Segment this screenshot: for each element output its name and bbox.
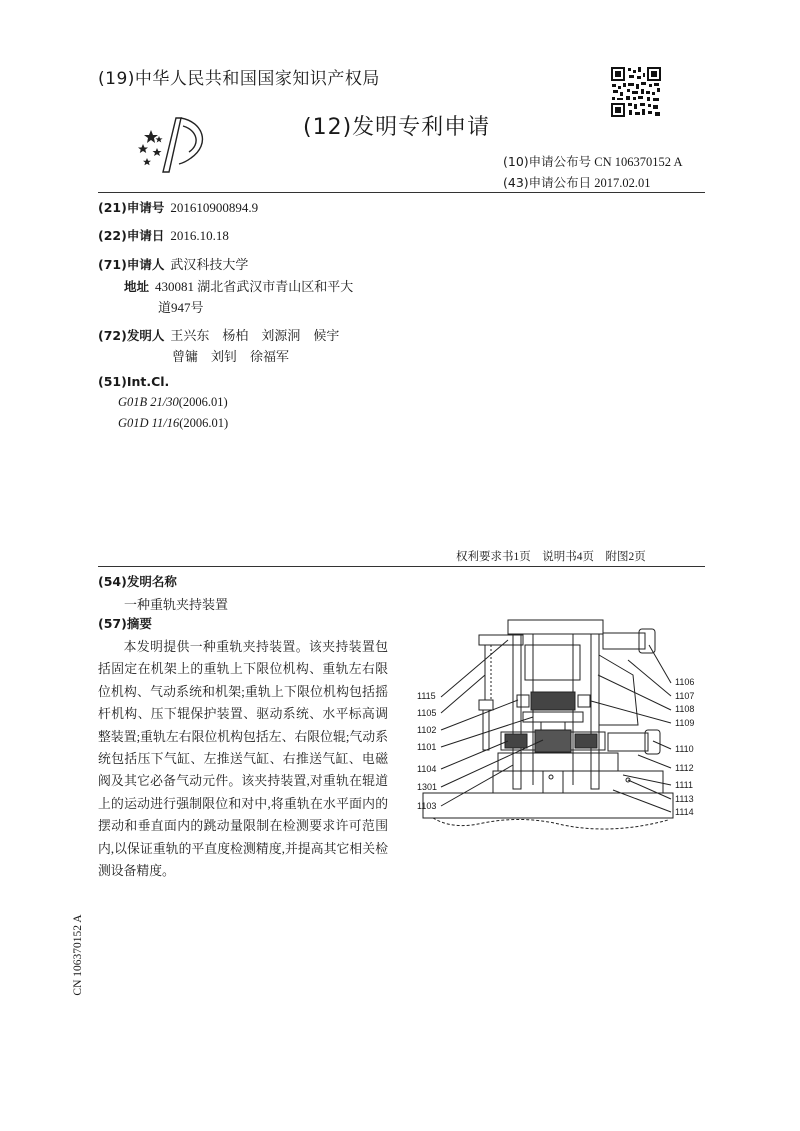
ipc-version: (2006.01) [179, 416, 229, 430]
publication-date-line [503, 173, 651, 191]
applicant-value: 武汉科技大学 [170, 257, 249, 272]
title-label [98, 572, 177, 590]
address-line-2-text: 道947号 [158, 300, 204, 315]
application-number-value: 201610900894.9 [170, 200, 259, 215]
publication-number-label: (10)申请公布号 [503, 154, 592, 169]
drawing-label: 1107 [675, 691, 695, 701]
abstract-label [98, 614, 152, 632]
drawing-upper-roll [531, 692, 575, 710]
ipc-entry [118, 395, 228, 410]
cnipa-logo [133, 108, 217, 178]
int-cl-label: (51)Int.Cl. [98, 374, 170, 389]
drawing-label: 1101 [417, 742, 437, 752]
inventors-line-2-text: 曾镛 刘钊 徐福军 [172, 349, 290, 364]
drawing-label: 1114 [675, 807, 694, 817]
inventors-label: (72)发明人 [98, 328, 165, 343]
inventors-line-1: 王兴东 杨柏 刘源泂 候宇 [170, 328, 340, 343]
drawing-right-column [591, 634, 599, 789]
abstract-text: 本发明提供一种重轨夹持装置。该夹持装置包括固定在机架上的重轨上下限位机构、重轨左右限位机构、气动系统和机架;重轨上下限位机构包括摇杆机构、压下辊保护装置、驱动系统、水平标高调整装置;重轨左右限位机构包括左、右限位辊;气动系统包括压下气缸、左推送气缸、右推送气缸、电磁阀及其它必备气动元件。该夹持装置,对重轨在辊道上的运动进行强制限位和对中,将重轨在水平面内的摆动和垂直面内的跳动量限制在检测要求许可范围内,以保证重轨的平直度检测精度,并提高其它相关检测设备精度。 [98, 640, 388, 879]
office-name: (19)中华人民共和国国家知识产权局 [98, 69, 380, 89]
drawing-label: 1102 [417, 725, 437, 735]
inventors-line-2 [172, 346, 289, 365]
qr-code [610, 66, 662, 118]
address-line-2 [158, 297, 204, 316]
title-label-text: (54)发明名称 [98, 574, 177, 589]
drawing-lower-motor [608, 733, 648, 751]
side-publication-number [68, 905, 88, 1005]
drawing-label: 1103 [417, 801, 437, 811]
inventors [98, 325, 339, 344]
drawing-label: 1113 [675, 794, 694, 804]
application-date [98, 226, 229, 244]
drawing-label: 1108 [675, 704, 695, 714]
application-date-value: 2016.10.18 [170, 228, 229, 243]
publication-number: CN 106370152 A [594, 155, 683, 169]
drawing-label: 1301 [417, 782, 438, 792]
publication-number-line [503, 152, 683, 170]
drawing-label: 1115 [417, 691, 436, 701]
application-number-label: (21)申请号 [98, 200, 165, 215]
drawing-top-beam [508, 620, 603, 634]
abstract-drawing [413, 615, 713, 845]
application-date-label: (22)申请日 [98, 228, 165, 243]
drawing-label: 1111 [675, 780, 694, 790]
address-label: 地址 [124, 279, 150, 294]
invention-title [124, 594, 228, 613]
invention-title-text: 一种重轨夹持装置 [124, 597, 229, 612]
document-type: (12)发明专利申请 [303, 115, 491, 140]
drawing-label: 1109 [675, 718, 695, 728]
ipc-entry [118, 416, 228, 431]
header-rule [98, 192, 705, 193]
publication-date: 2017.02.01 [594, 176, 651, 190]
application-number [98, 198, 258, 216]
ipc-version: (2006.01) [178, 395, 228, 409]
applicant-label: (71)申请人 [98, 257, 165, 272]
ipc-code: G01B 21/30 [118, 395, 179, 409]
drawing-left-roll [505, 734, 527, 748]
abstract-label-text: (57)摘要 [98, 616, 152, 631]
address-line-1: 430081 湖北省武汉市青山区和平大 [155, 279, 354, 294]
drawing-label: 1106 [675, 677, 695, 687]
drawing-label: 1104 [417, 764, 437, 774]
drawing-right-roll [575, 734, 597, 748]
publication-date-label: (43)申请公布日 [503, 175, 592, 190]
drawing-left-column [513, 634, 521, 789]
ipc-code: G01D 11/16 [118, 416, 180, 430]
int-cl [98, 374, 169, 389]
applicant [98, 254, 248, 273]
side-publication-number-text: CN 106370152 A [72, 914, 84, 996]
address [124, 276, 353, 295]
drawing-label: 1112 [675, 763, 694, 773]
drawing-label: 1110 [675, 744, 694, 754]
page-counts: 权利要求书1页 说明书4页 附图2页 [456, 551, 646, 563]
counts-rule [98, 566, 705, 567]
drawing-label: 1105 [417, 708, 437, 718]
